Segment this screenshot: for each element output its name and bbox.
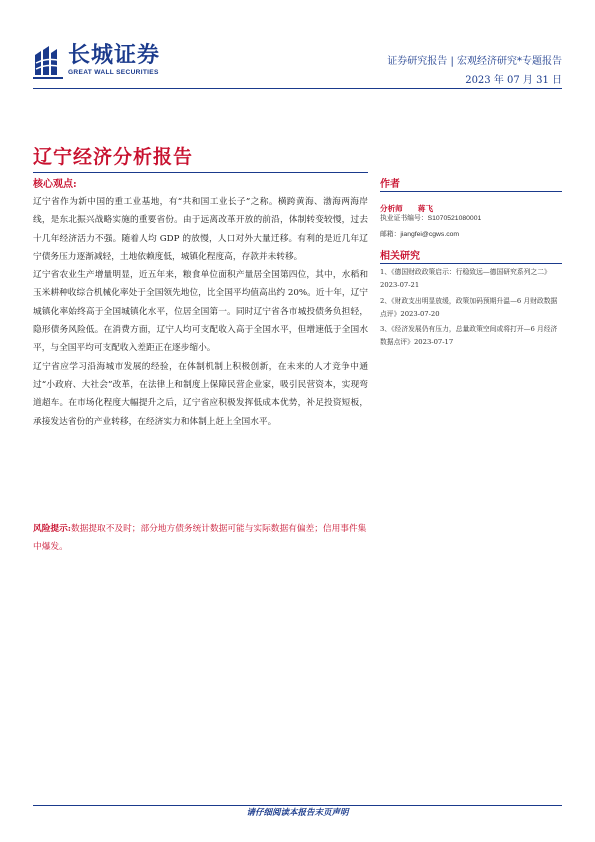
paragraph: 辽宁省农业生产增量明显，近五年来，粮食单位面积产量居全国第四位，其中，水稻和玉米耕种收综合机械化率处于全国领先地位，比全国平均值高出约 20%。近十年，辽宁城镇化率始终高于全国城镇化水平，位居全国第一。同时辽宁省各市城投债务负担轻，隐形债务风险低。在消费方面，辽宁人均可支配收入高于全国水平，但增速低于全国水平，与全国平均可支配收入差距正在逐步缩小。: [33, 270, 368, 354]
report-date: 2023 年 07 月 31 日: [465, 75, 562, 86]
great-wall-logo-icon: [33, 45, 63, 79]
email-label: 邮箱：: [380, 231, 401, 238]
page-title: 辽宁经济分析报告: [33, 146, 194, 168]
core-views-label: 核心观点:: [33, 179, 77, 190]
certificate-line: [380, 212, 562, 222]
related-research-heading: 相关研究: [380, 251, 420, 262]
related-item[interactable]: 1、《德国财政政策启示：行稳致远—德国研究系列之二》2023-07-21: [380, 268, 551, 290]
related-divider: [380, 263, 562, 264]
related-item[interactable]: 2、《财政支出明显放缓，政策加码预期升温—6 月财政数据点评》2023-07-20: [380, 296, 558, 318]
related-research-list: [380, 266, 562, 352]
cert-number: S1070521080001: [427, 215, 482, 222]
author-divider: [380, 191, 562, 192]
paragraph: 辽宁省作为新中国的重工业基地，有“共和国工业长子”之称。横跨黄海、渤海两海岸线，是东北振兴战略实施的重要省份。由于远离改革开放的前沿，体制转变较慢，过去十几年经济活力不强。随着人均 GDP 的放慢，人口对外大量迁移。有利的是近几年辽宁债务压力逐渐减轻，土地依赖度低，城镇化程度高，存款并未转移。: [33, 197, 368, 262]
author-heading: 作者: [380, 179, 400, 190]
report-type: 证券研究报告 | 宏观经济研究*专题报告: [387, 56, 562, 67]
cert-label: 执业证书编号：: [380, 215, 428, 222]
email-line: [380, 228, 562, 238]
logo-english-name: GREAT WALL SECURITIES: [68, 69, 159, 76]
footer-disclaimer: 请仔细阅读本报告末页声明: [246, 808, 349, 818]
analyst-role: 分析师: [380, 204, 403, 213]
header-divider: [33, 88, 562, 89]
left-column-divider: [33, 172, 368, 173]
paragraph: 辽宁省应学习沿海城市发展的经验，在体制机制上积极创新，在未来的人才竞争中通过“小政府、大社会”改革，在法律上和制度上保障民营企业家，吸引民营资本，实现弯道超车。在市场化程度大幅提升之后，辽宁省应积极发挥低成本优势，补足投资短板，承接发达省份的产业转移，在经济实力和体制上赶上全国水平。: [33, 361, 368, 427]
risk-text: 数据提取不及时；部分地方债务统计数据可能与实际数据有偏差；信用事件集中爆发。: [33, 524, 367, 553]
logo-chinese-name: 长城证券: [68, 43, 161, 68]
core-views-body: [33, 193, 368, 431]
risk-label: 风险提示:: [33, 524, 71, 534]
analyst-name: 蒋飞: [417, 204, 434, 213]
risk-warning: [33, 520, 368, 557]
email-link[interactable]: jiangfei@cgws.com: [400, 231, 460, 238]
related-item[interactable]: 3、《经济发展仍有压力，总量政策空间或将打开—6 月经济数据点评》2023-07-17: [380, 325, 558, 347]
